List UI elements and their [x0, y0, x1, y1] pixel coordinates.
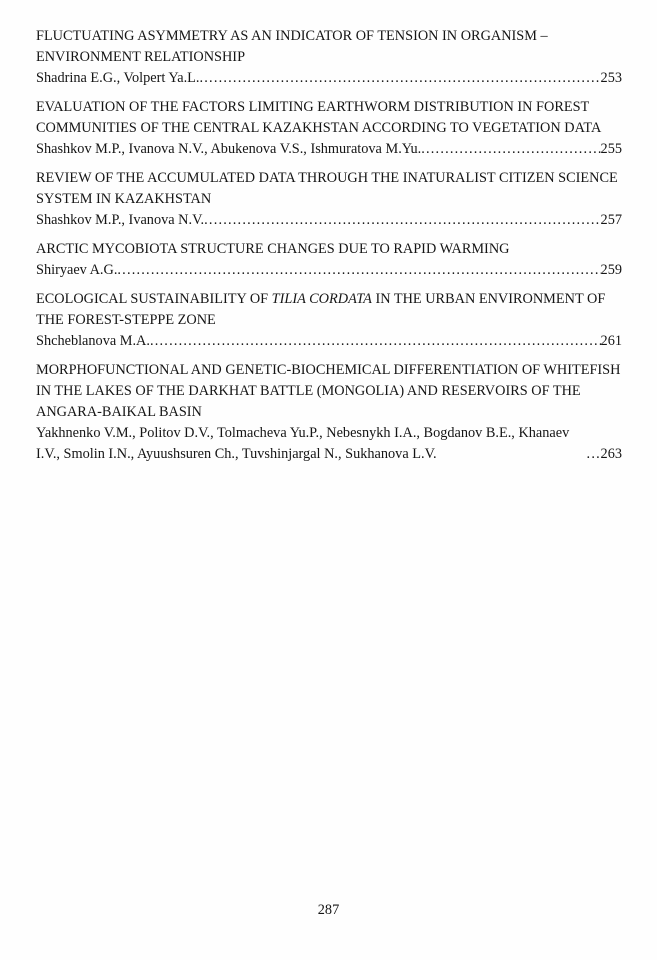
page-number: 287	[317, 902, 340, 918]
dot-leader	[117, 260, 600, 281]
toc-entry-authors: Shashkov M.P., Ivanova N.V., Abukenova V.S., Ishmuratova M.Yu.	[36, 141, 422, 157]
toc-entry-authors-line	[36, 331, 622, 352]
toc-entry-authors: Shashkov M.P., Ivanova N.V.	[36, 212, 205, 228]
toc-entry-title	[36, 168, 622, 210]
toc-entry	[36, 289, 622, 352]
toc-entry-authors: Shadrina E.G., Volpert Ya.L.	[36, 70, 200, 86]
toc-entry	[36, 97, 622, 160]
toc-entry-authors-line	[36, 423, 622, 465]
toc-entry-title	[36, 360, 622, 423]
toc-entry-title	[36, 239, 622, 260]
toc-entry	[36, 168, 622, 231]
dot-leader	[204, 210, 600, 231]
dot-leader	[200, 68, 601, 89]
toc-entry-authors-line	[36, 260, 622, 281]
toc-entry-authors-line	[36, 68, 622, 89]
title-text-segment: REVIEW OF THE ACCUMULATED DATA THROUGH THE INATURALIST CITIZEN SCIENCE SYSTEM IN KAZAKHSTAN	[36, 170, 618, 207]
toc-entry-title	[36, 26, 622, 68]
toc-entry-authors: Shcheblanova M.A.	[36, 333, 150, 349]
title-text-segment: ECOLOGICAL SUSTAINABILITY OF	[36, 291, 272, 307]
toc-entry	[36, 360, 622, 465]
toc-entry	[36, 26, 622, 89]
title-text-segment: FLUCTUATING ASYMMETRY AS AN INDICATOR OF TENSION IN ORGANISM – ENVIRONMENT RELATIONSHIP	[36, 28, 548, 65]
title-text-segment: ARCTIC MYCOBIOTA STRUCTURE CHANGES DUE TO RAPID WARMING	[36, 241, 510, 257]
toc-entry	[36, 239, 622, 281]
toc-entry-page-number: 261	[600, 333, 622, 349]
title-text-segment: TILIA CORDATA	[271, 291, 372, 307]
toc-entry-page-number: 263	[600, 446, 622, 462]
dot-leader	[421, 139, 600, 160]
toc-entry-title	[36, 97, 622, 139]
toc-entry-page-number: 253	[600, 70, 622, 86]
toc-entry-page-number: 255	[600, 141, 622, 157]
toc-entry-authors-line	[36, 139, 622, 160]
toc-entry-page-number: 259	[600, 262, 622, 278]
dot-leader	[587, 444, 601, 465]
toc-entry-authors: Yakhnenko V.M., Politov D.V., Tolmacheva Yu.P., Nebesnykh I.A., Bogdanov B.E., Khanaev I.V., Smolin I.N., Ayuushsuren Ch., Tuvshinjargal N., Sukhanova L.V.	[36, 425, 570, 462]
toc-entry-authors: Shiryaev A.G.	[36, 262, 118, 278]
toc-list	[36, 26, 622, 473]
dot-leader	[150, 331, 601, 352]
toc-entry-authors-line	[36, 210, 622, 231]
toc-entry-title	[36, 289, 622, 331]
title-text-segment: IN THE URBAN ENVIRONMENT OF THE FOREST-STEPPE ZONE	[36, 291, 606, 328]
toc-entry-page-number: 257	[600, 212, 622, 228]
title-text-segment: MORPHOFUNCTIONAL AND GENETIC-BIOCHEMICAL DIFFERENTIATION OF WHITEFISH IN THE LAKES OF THE DARKHAT BATTLE (MONGOLIA) AND RESERVOIRS OF THE ANGARA-BAIKAL BASIN	[36, 362, 621, 420]
title-text-segment: EVALUATION OF THE FACTORS LIMITING EARTHWORM DISTRIBUTION IN FOREST COMMUNITIES OF THE CENTRAL KAZAKHSTAN ACCORDING TO VEGETATION DATA	[36, 99, 602, 136]
